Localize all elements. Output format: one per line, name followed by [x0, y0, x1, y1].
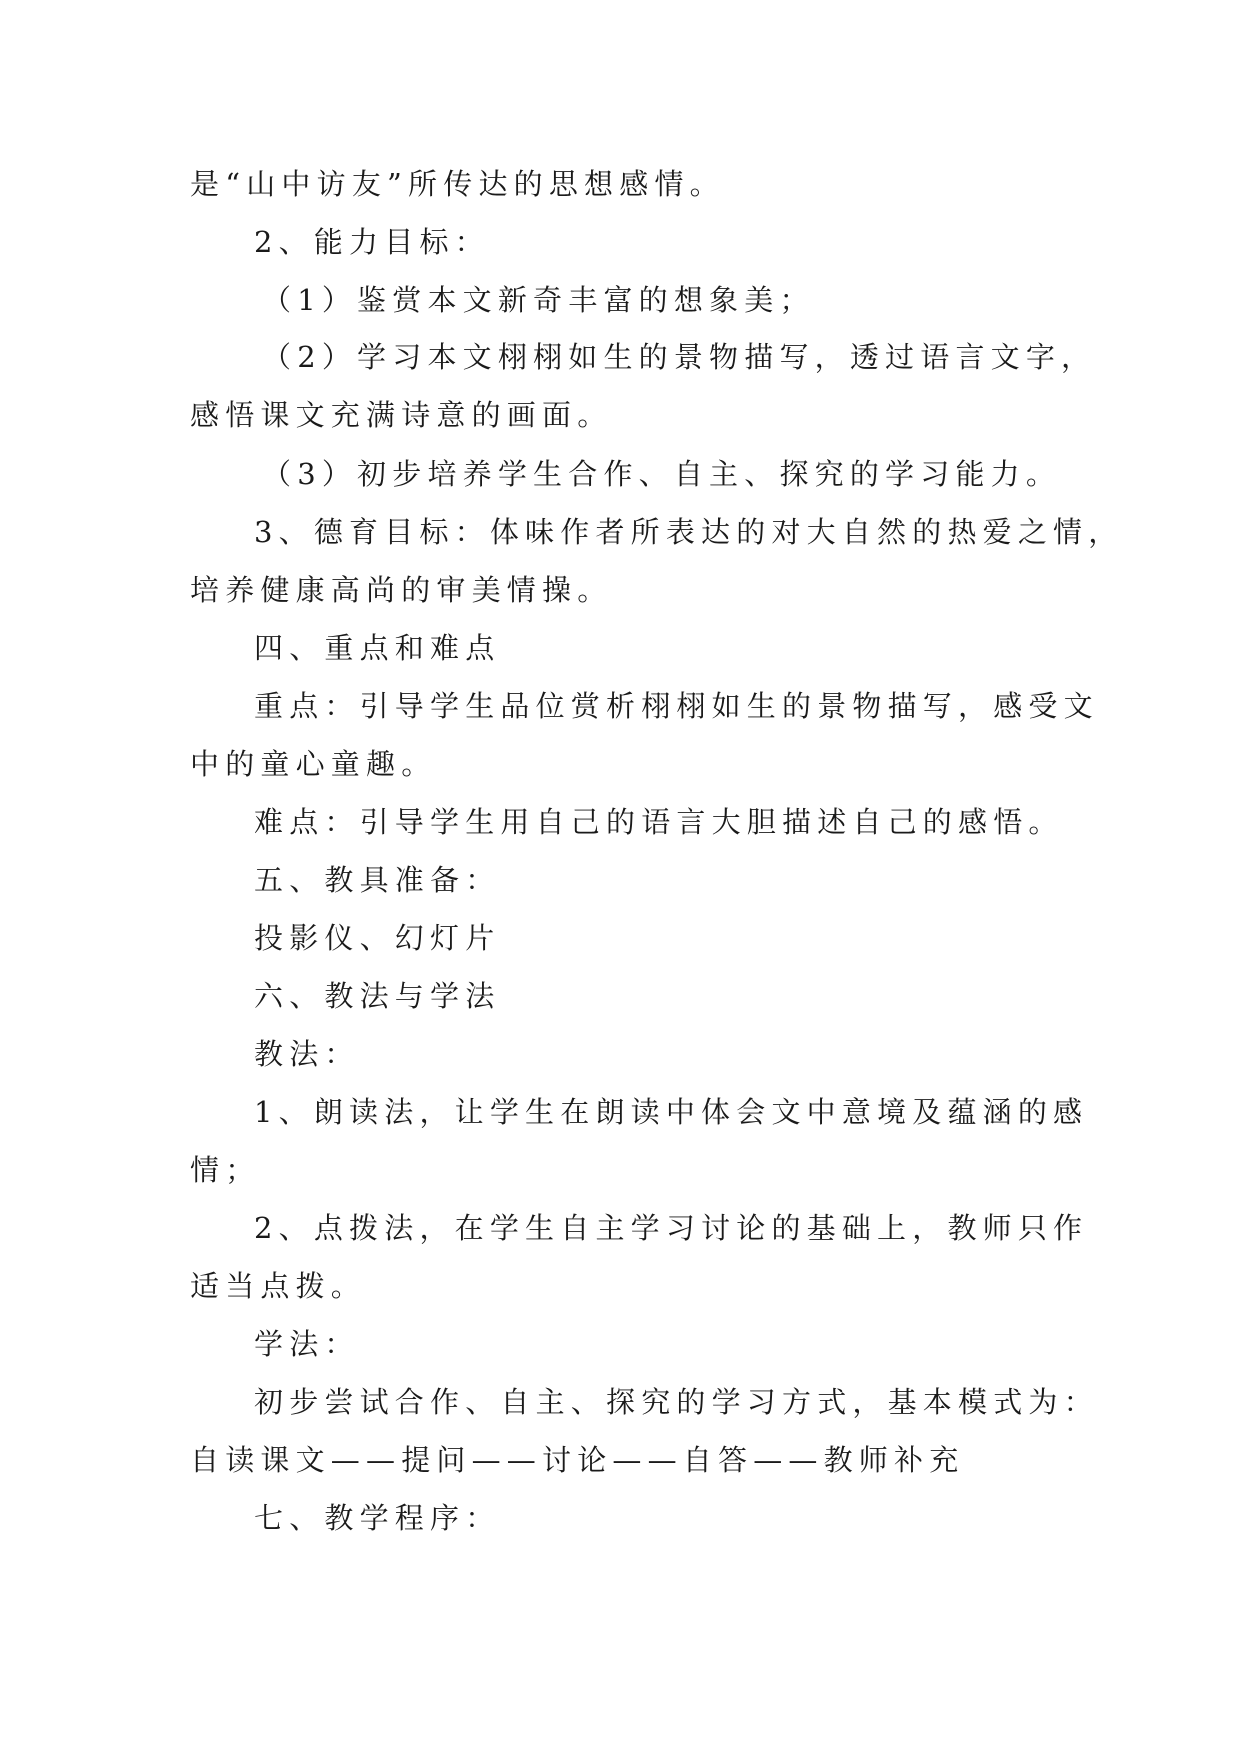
text-line: 是“山中访友”所传达的思想感情。 — [190, 167, 725, 201]
text-line: 难点：引导学生用自己的语言大胆描述自己的感悟。 — [254, 805, 1064, 839]
text-line: 情； — [190, 1153, 261, 1187]
text-line: 3、德育目标：体味作者所表达的对大自然的热爱之情， — [254, 515, 1124, 549]
text-line: 2、能力目标： — [254, 225, 490, 259]
text-line: 投影仪、幻灯片 — [254, 921, 501, 955]
text-line: （1）鉴赏本文新奇丰富的想象美； — [262, 283, 815, 317]
text-line: 中的童心童趣。 — [190, 747, 437, 781]
text-line: 培养健康高尚的审美情操。 — [190, 573, 613, 607]
section-heading: 四、重点和难点 — [254, 631, 501, 665]
text-line: 感悟课文充满诗意的画面。 — [190, 398, 613, 432]
text-line: （3）初步培养学生合作、自主、探究的学习能力。 — [262, 457, 1062, 491]
text-line: 2、点拨法，在学生自主学习讨论的基础上，教师只作 — [254, 1211, 1089, 1245]
sub-heading: 教法： — [254, 1037, 360, 1071]
text-line: 适当点拨。 — [190, 1269, 367, 1303]
text-line: 初步尝试合作、自主、探究的学习方式，基本模式为： — [254, 1385, 1099, 1419]
text-line: 1、朗读法，让学生在朗读中体会文中意境及蕴涵的感 — [254, 1095, 1089, 1129]
section-heading: 六、教法与学法 — [254, 979, 501, 1013]
section-heading: 七、教学程序： — [254, 1501, 501, 1535]
text-line: 自读课文——提问——讨论——自答——教师补充 — [190, 1443, 965, 1477]
text-line: （2）学习本文栩栩如生的景物描写，透过语言文字， — [262, 340, 1097, 374]
sub-heading: 学法： — [254, 1327, 360, 1361]
section-heading: 五、教具准备： — [254, 863, 501, 897]
text-line: 重点：引导学生品位赏析栩栩如生的景物描写，感受文 — [254, 689, 1099, 723]
